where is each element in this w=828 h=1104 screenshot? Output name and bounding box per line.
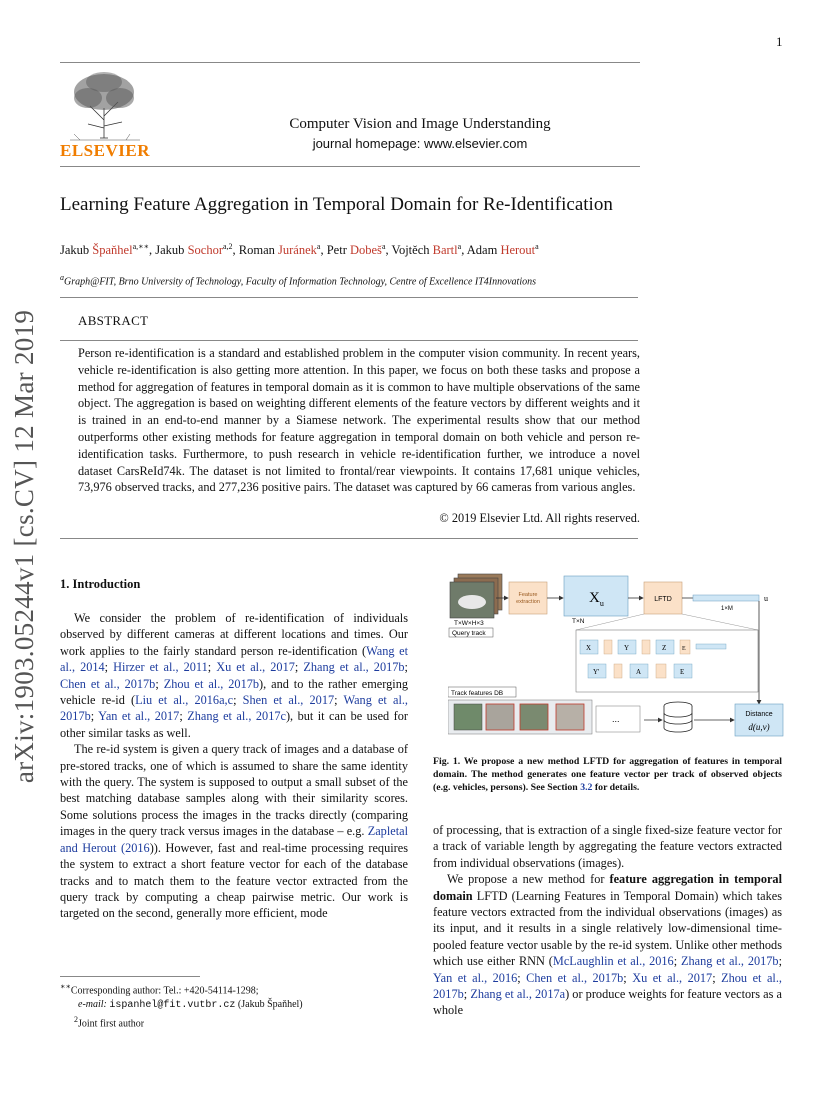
- inner-output-vector: [696, 644, 726, 649]
- author-link[interactable]: Sochor: [187, 243, 223, 258]
- author-link[interactable]: Dobeš: [349, 243, 382, 258]
- intro-paragraph-continued: of processing, that is extraction of a single fixed-size feature vector for a track of variable length by aggregating the feature vectors extracted from individual observations (images).: [433, 823, 782, 870]
- citation-link[interactable]: Zhou et al., 2017b: [163, 676, 260, 691]
- body-text: )). However, fast and real-time processing requires the system to extract a short feature vector for each of the database tracks and to match them to the feature vector extracted from the query track by computing a cheap pairwise metric. Our work is targeted on the second, generally more efficient, mode: [60, 840, 408, 921]
- inner-e-label: E: [682, 646, 686, 652]
- header-top-rule: [60, 62, 640, 63]
- author-affil-sup: a,2: [222, 242, 233, 251]
- database-icon: [664, 702, 692, 732]
- inner-y2-label: Y': [593, 668, 600, 676]
- author-affil-sup: a,∗∗: [132, 242, 150, 251]
- footnote-text: Joint first author: [78, 1018, 145, 1030]
- author-first-name: Petr: [326, 243, 350, 258]
- author-first-name: Jakub: [155, 243, 188, 258]
- page-number: 1: [776, 34, 783, 49]
- figure-1-lftd-diagram: [448, 570, 788, 750]
- lftd-detail-panel: [576, 630, 758, 692]
- inner-z-label: Z: [662, 644, 667, 652]
- affiliation: [60, 273, 536, 287]
- inner-e2-label: E: [680, 668, 685, 676]
- citation-link[interactable]: McLaughlin et al., 2016: [552, 954, 674, 969]
- affiliation-text: Graph@FIT, Brno University of Technology, Faculty of Information Technology, Centre of Excellence IT4Innovations: [64, 276, 537, 288]
- citation-link[interactable]: Zhou et al., 2017b: [433, 970, 782, 1002]
- db-label: Track features DB: [451, 690, 504, 697]
- caption-text: for details.: [592, 782, 640, 793]
- db-ellipsis: ...: [612, 714, 620, 724]
- email-owner: (Jakub Špaňhel): [235, 999, 303, 1011]
- inner-op-box: [614, 664, 622, 678]
- u-vector: [693, 595, 759, 601]
- paper-title: Learning Feature Aggregation in Temporal Domain for Re-Identification: [60, 194, 613, 215]
- citation-link[interactable]: Zapletal and Herout: [60, 824, 408, 855]
- author-first-name: Roman: [238, 243, 279, 258]
- distance-label: Distance: [745, 711, 773, 718]
- author-first-name: Vojtěch: [391, 243, 433, 258]
- xu-subscript: u: [599, 599, 604, 608]
- author-list: Jakub Špaňhel$^{a,∗∗}$, Jakub Sochor$^{a,2}$, Roman Juránek$^a$, Petr Dobeš$^a$, Vojtěch Bartl$^a$, Adam Herout$^a$: [60, 242, 539, 258]
- author-affil-sup: a: [457, 242, 462, 251]
- txn-label: T×N: [572, 618, 585, 625]
- abstract-heading-rule: [60, 340, 638, 341]
- abstract-heading: ABSTRACT: [78, 313, 149, 328]
- author-affil-sup: a: [535, 242, 539, 251]
- abstract-text: Person re-identification is a standard and established problem in the computer vision community. In recent years, vehicle re-identification is also getting more attention. In this paper, we focus on both these tasks and propose a method for aggregation of features in temporal domain as it is common to have multiple observations of the same object. The aggregation is based on weighting different elements of the feature vectors by different weights and it is trained in an end-to-end manner by a Siamese network. The experimental results show that our method outperforms other existing methods for feature aggregation in temporal domain on both vehicle and person re-identification tasks. Furthermore, to push research in vehicle re-identification further, we introduce a novel dataset CarsReId74k. The dataset is not limited to frontal/rear viewpoints. It contains 17,681 unique vehicles, 73,976 observed tracks, and 277,236 positive pairs. The dataset was captured by 66 cameras from various angles.: [78, 346, 640, 495]
- citation-link[interactable]: Zhang et al., 2017c: [187, 709, 286, 724]
- affiliation-sup: a: [60, 273, 64, 282]
- figure-1-caption: [433, 755, 782, 794]
- journal-homepage: journal homepage: www.elsevier.com: [312, 136, 528, 151]
- body-text: ), but it can be used for other similar tasks as well.: [60, 709, 408, 740]
- db-track-image: [486, 704, 514, 730]
- header-bottom-rule: [60, 166, 640, 167]
- citation-link[interactable]: Zhang et al., 2017b: [680, 954, 779, 969]
- db-track-image: [520, 704, 548, 730]
- footnote-text: Corresponding author: Tel.: +420-54114-1298;: [70, 985, 259, 997]
- citation-link[interactable]: Wang et al., 2014: [60, 643, 408, 675]
- footnote-corresponding: [60, 980, 303, 998]
- author-affil-sup: a: [381, 242, 386, 251]
- intro-paragraph-2: The re-id system is given a query track of images and a database of pre-stored tracks, one of which is assumed to share the same identity with the query. The system is supposed to output a small subset of the best matching database samples along with their similarity scores. Some solutions process the images in the tracks directly (comparing images in the query track versus images in the database – e.g. Zapletal and Herout (2016)). However, fast and real-time processing requires the system to extract a short feature vector for each of the database tracks and to match them to the feature vector extracted from the query track by computing a cheap pairwise metric. Our work is targeted on the second, generally more efficient, mode: [60, 742, 408, 921]
- body-text: We propose a new method for: [447, 872, 610, 887]
- query-track-images: [450, 574, 502, 618]
- inner-op-box: [656, 664, 666, 678]
- inner-x-label: X: [586, 644, 592, 652]
- section-ref-link[interactable]: 3.2: [580, 782, 593, 793]
- footnote-mark: 2: [74, 1015, 78, 1025]
- body-text: The re-id system is given a query track of images and a database of pre-stored tracks, one of which is assumed to share the same identity with the query. The system is supposed to output a small subset of the best matching database samples along with their similarity scores. Some solutions process the images in the tracks directly (comparing images in the query track versus images in the database – e.g.: [60, 742, 408, 839]
- feature-extraction-box: [509, 582, 547, 614]
- citation-link[interactable]: Shen et al., 2017: [242, 693, 335, 708]
- author-link[interactable]: Špaňhel: [92, 243, 133, 258]
- body-text-bold: feature aggregation in temporal domain: [433, 872, 782, 903]
- author-link[interactable]: Herout: [500, 243, 536, 258]
- citation-link[interactable]: Liu et al., 2016a,c: [135, 693, 234, 708]
- db-track-image: [556, 704, 584, 730]
- footnote-email: [60, 998, 303, 1013]
- onem-label: 1×M: [721, 606, 733, 612]
- author-first-name: Jakub: [60, 243, 93, 258]
- u-label: u: [764, 594, 768, 603]
- abstract-bottom-rule: [60, 538, 638, 539]
- journal-name: Computer Vision and Image Understanding: [289, 116, 551, 132]
- citation-link[interactable]: Chen et al., 2017b: [526, 970, 624, 985]
- citation-year-link[interactable]: 2016: [125, 840, 150, 855]
- author-first-name: Adam: [466, 243, 501, 258]
- query-track-label: Query track: [452, 630, 486, 637]
- abstract-top-rule: [60, 297, 638, 298]
- citation-link[interactable]: Wang et al., 2017b: [60, 693, 409, 724]
- body-text: We consider the problem of re-identification of individuals observed by different cameras at different locations and times. Our work applies to the fairly standard person re-identification (: [60, 611, 408, 658]
- citation-link[interactable]: Zhang et al., 2017b: [303, 660, 405, 675]
- intro-right-column: [433, 822, 782, 1019]
- inner-op-box: [604, 640, 612, 654]
- elsevier-wordmark: ELSEVIER: [60, 141, 150, 160]
- intro-paragraph-3: We propose a new method for feature aggregation in temporal domain LFTD (Learning Features in Temporal Domain) which takes feature vectors extracted from the individual observations (images) as its input, and it results in a single relatively low-dimensional time-pooled feature vector usable by the re-id system. Unlike other methods which use either RNN (McLaughlin et al., 2016; Zhang et al., 2017b; Yan et al., 2016; Chen et al., 2017b; Xu et al., 2017; Zhou et al., 2017b; Zhang et al., 2017a) or produce weights for feature vectors as a whole: [433, 872, 783, 1018]
- citation-link[interactable]: Yan et al., 2017: [98, 709, 180, 724]
- distance-formula: d(u,v): [748, 722, 770, 732]
- detail-zoom-lines: [576, 614, 758, 630]
- author-affil-sup: a: [316, 242, 321, 251]
- author-link[interactable]: Bartl: [432, 243, 458, 258]
- inner-y-label: Y: [624, 644, 630, 652]
- citation-link[interactable]: Hirzer et al., 2011: [113, 660, 208, 675]
- citation-link[interactable]: Yan et al., 2016: [433, 970, 518, 985]
- inner-a-label: A: [636, 668, 642, 676]
- feature-extraction-label-2: extraction: [516, 599, 540, 605]
- lftd-label: LFTD: [654, 596, 672, 603]
- footnote-joint: [60, 1013, 303, 1031]
- footnotes: [60, 980, 303, 1032]
- arxiv-identifier: arXiv:1903.05244v1 [cs.CV] 12 Mar 2019: [9, 309, 40, 783]
- body-text: ) or produce weights for feature vectors as a whole: [433, 987, 783, 1018]
- intro-paragraph-1: We consider the problem of re-identification of individuals observed by different cameras at different locations and times. Our work applies to the fairly standard person re-identification (Wang et al., 2014; Hirzer et al., 2011; Xu et al., 2017; Zhang et al., 2017b; Chen et al., 2017b; Zhou et al., 2017b), and to the rather emerging vehicle re-id (Liu et al., 2016a,c; Shen et al., 2017; Wang et al., 2017b; Yan et al., 2017; Zhang et al., 2017c), but it can be used for other similar tasks as well.: [60, 611, 409, 740]
- query-dims-label: T×W×H×3: [454, 620, 484, 627]
- section-heading-introduction: 1. Introduction: [60, 577, 141, 591]
- citation-link[interactable]: Xu et al., 2017: [632, 970, 713, 985]
- copyright-notice: © 2019 Elsevier Ltd. All rights reserved.: [439, 511, 640, 525]
- caption-text: Fig. 1. We propose a new method LFTD for aggregation of features in temporal domain. The method generates one feature vector per track of observed objects (e.g. vehicles, persons). See Section: [433, 756, 782, 793]
- db-track-image: [454, 704, 482, 730]
- intro-left-column: [60, 610, 408, 922]
- author-link[interactable]: Juránek: [278, 243, 317, 258]
- citation-link[interactable]: Zhang et al., 2017a: [470, 987, 566, 1002]
- feature-extraction-label-1: Feature: [518, 592, 538, 598]
- email-label: e-mail:: [78, 999, 107, 1011]
- footnote-rule: [60, 976, 200, 977]
- body-text: LFTD (Learning Features in Temporal Domain) which takes feature vectors extracted from the individual observations (images) as its input, and it results in a single relatively low-dimensional time-pooled feature vector usable by the re-id system. Unlike other methods which use either RNN (: [433, 888, 782, 969]
- body-text: ), and to the rather emerging vehicle re-id (: [60, 676, 408, 708]
- xu-symbol: X: [589, 590, 600, 606]
- inner-op-box: [642, 640, 650, 654]
- footnote-mark: ∗∗: [60, 982, 71, 991]
- arxiv-side-stamp: [2, 296, 48, 796]
- citation-link[interactable]: Chen et al., 2017b: [60, 676, 156, 691]
- email-address[interactable]: ispanhel@fit.vutbr.cz: [109, 1000, 236, 1012]
- citation-link[interactable]: Xu et al., 2017: [216, 660, 295, 675]
